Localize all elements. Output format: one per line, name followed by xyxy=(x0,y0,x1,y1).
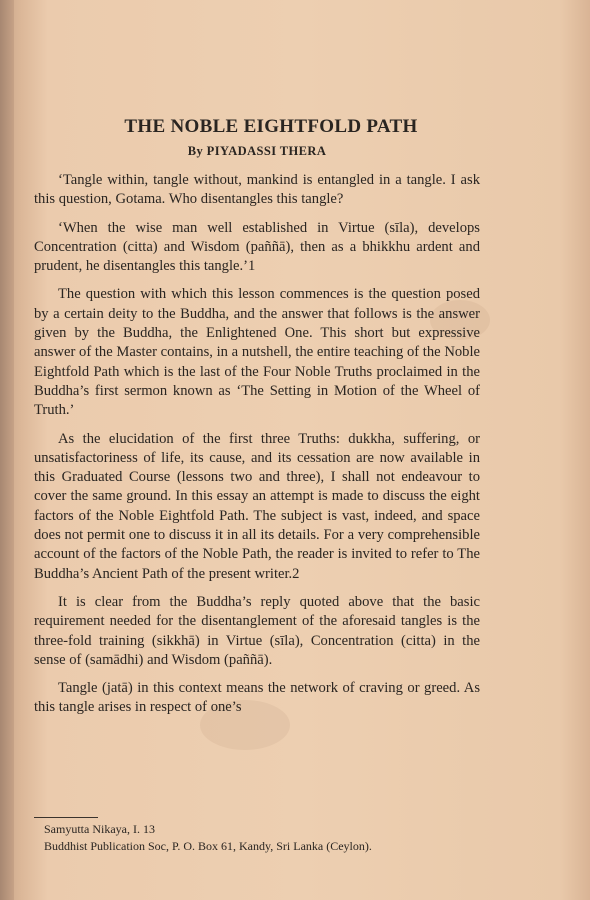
paragraph: As the elucidation of the first three Truths: dukkha, suffering, or unsatisfactoriness of life, its cause, and its cessation are now available in this Graduated Course (lessons two and three), I shall not endeavour to cover the same ground. In this essay an attempt is made to discuss the eight factors of the Noble Eightfold Path. The subject is vast, indeed, and space does not permit one to discuss it in all its details. For a very comprehensible account of the factors of the Noble Path, the reader is invited to refer to The Buddha’s Ancient Path of the present writer.2 xyxy=(34,430,480,582)
footnote-1: Samyutta Nikaya, I. 13 xyxy=(44,822,155,836)
paragraph: ‘When the wise man well established in Virtue (sīla), develops Concentration (citta) and Wisdom (paññā), then as a bhikkhu ardent and prudent, he disentangles this tangle.’1 xyxy=(34,219,480,275)
paragraph: It is clear from the Buddha’s reply quoted above that the basic requirement needed for the disentanglement of the aforesaid tangles is the three-fold training (sikkhā) in Virtue (sīla), Concentration (citta) in the sense of (samādhi) and Wisdom (paññā). xyxy=(34,593,480,668)
article-title: THE NOBLE EIGHTFOLD PATH xyxy=(124,116,418,137)
footnote-2: Buddhist Publication Soc, P. O. Box 61, Kandy, Sri Lanka (Ceylon). xyxy=(44,839,372,853)
paragraph: ‘Tangle within, tangle without, mankind is entangled in a tangle. I ask this question, Gotama. Who disentangles this tangle? xyxy=(34,172,480,208)
paragraph: The question with which this lesson commences is the question posed by a certain deity to the Buddha, and the answer that follows is the answer given by the Buddha, the Enlightened One. This short but expressive answer of the Master contains, in a nutshell, the entire teaching of the Noble Eightfold Path which is the last of the Four Noble Truths proclaimed in the Buddha’s first sermon known as ‘The Setting in Motion of the Wheel of Truth.’ xyxy=(34,286,480,419)
paragraph: Tangle (jatā) in this context means the network of craving or greed. As this tangle arises in respect of one’s xyxy=(34,680,480,716)
page-binding-edge xyxy=(0,0,14,900)
footnote-divider xyxy=(34,817,98,818)
article-body xyxy=(34,116,480,727)
article-byline: By PIYADASSI THERA xyxy=(187,144,327,158)
